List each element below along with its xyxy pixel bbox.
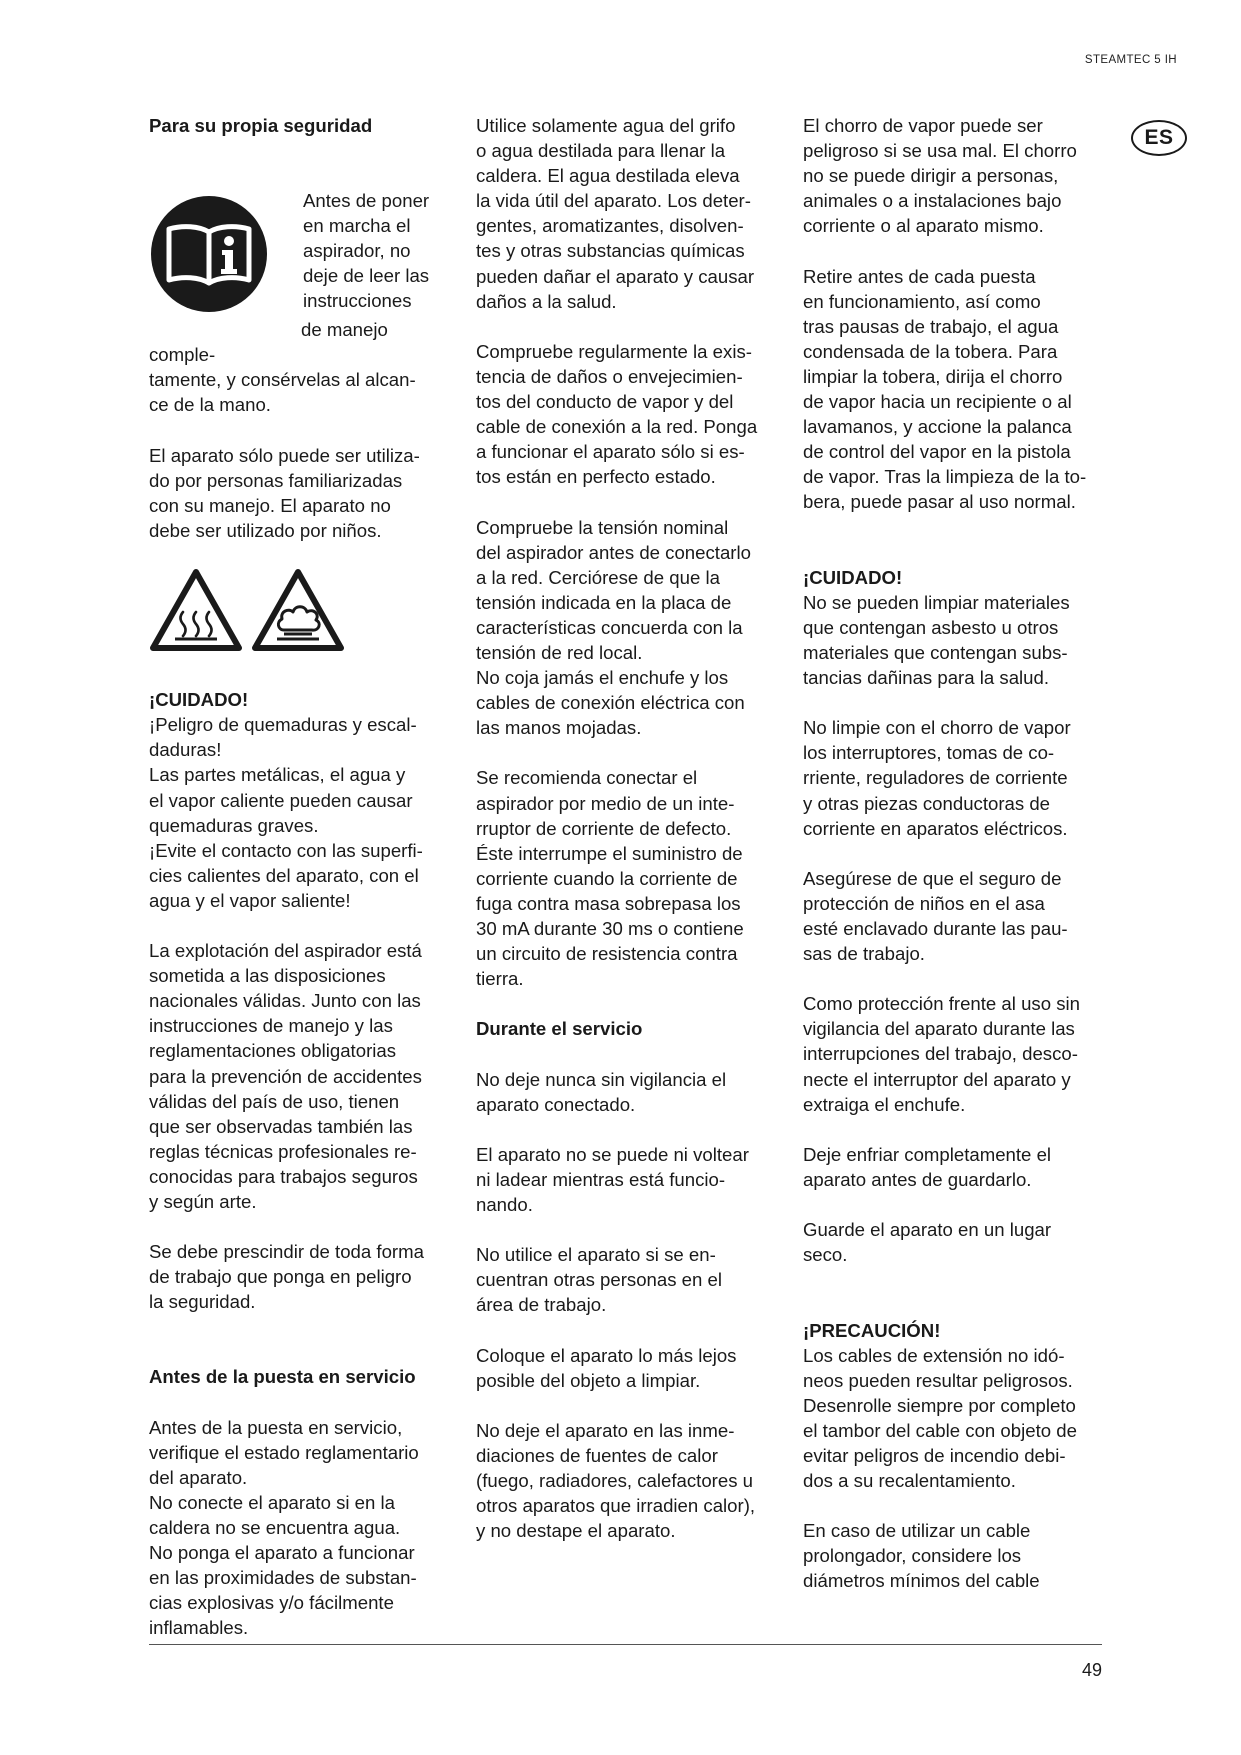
paragraph-rcd: Se recomienda conectar el aspirador por medio de un inte- rruptor de corriente de defecto. Éste interrumpe el suministro de corriente cuando la corriente de fuga contra masa sobrepasa los 30 mA durante 30 ms o contiene un circuito de resistencia contra tierra. [476,767,744,990]
paragraph-electrical-parts: No limpie con el chorro de vapor los interruptores, tomas de co- rriente, reguladores de corriente y otras piezas conductoras de corriente en aparatos eléctricos. [803,717,1071,839]
precaution-title: ¡PRECAUCIÓN! [803,1319,941,1341]
intro-block [149,188,443,417]
paragraph-authorized-users: El aparato sólo puede ser utiliza- do por personas familiarizadas con su manejo. El aparato no debe ser utilizado por niños. [149,444,420,541]
language-badge: ES [1131,120,1187,156]
paragraph-safety-first: Se debe prescindir de toda forma de trabajo que ponga en peligro la seguridad. [149,1241,424,1313]
paragraph-water: Utilice solamente agua del grifo o agua destilada para llenar la caldera. El agua destilada eleva la vida útil del aparato. Los deter- gentes, aromatizantes, disolven- tes y otras substancias químicas pueden dañar el aparato y causar daños a la salud. [476,115,755,312]
caution-block-burns [149,662,443,913]
paragraph-cable-diameter: En caso de utilizar un cable prolongador, considere los diámetros mínimos del cable [803,1520,1040,1592]
intro-side-text: Antes de poner en marcha el aspirador, no deje de leer las instrucciones [303,190,430,312]
precaution-block-extension-cables [803,1292,1103,1493]
caution-title: ¡CUIDADO! [149,689,249,711]
precaution-text: Los cables de extensión no idó- neos pueden resultar peligrosos. Desenrolle siempre por completo el tambor del cable con objeto de evitar peligros de incendio debi- dos a su recalentamiento. [803,1344,1077,1492]
footer-rule [149,1644,1102,1645]
hot-surface-warning-icon [149,568,243,652]
paragraph-no-tilt: El aparato no se puede ni voltear ni ladear mientras está funcio- nando. [476,1143,749,1216]
section-heading-before-use: Antes de la puesta en servicio [149,1366,416,1388]
manual-info-icon [149,194,269,314]
paragraph-heat-sources: No deje el aparato en las inme- diaciones de fuentes de calor (fuego, radiadores, calefactores u otros aparatos que irradien calor), y no destape el aparato. [476,1419,756,1542]
paragraph-other-persons: No utilice el aparato si se en- cuentran otras personas en el área de trabajo. [476,1244,723,1316]
document-model-header: STEAMTEC 5 IH [1084,54,1177,66]
page-number: 49 [1081,1660,1102,1680]
paragraph-regulations: La explotación del aspirador está sometida a las disposiciones nacionales válidas. Junto con las instrucciones de manejo y las reglamentaciones obligatorias para la prevención de accidentes válidas del país de uso, tienen que ser observadas también las reglas técnicas profesionales re- conocidas para trabajos seguros y según arte. [149,940,422,1212]
paragraph-voltage: Compruebe la tensión nominal del aspirador antes de conectarlo a la red. Cerciórese de que la tensión indicada en la placa de características concuerda con la tensión de red local. No coja jamás el enchufe y los cables de conexión eléctrica con las manos mojadas. [476,516,751,739]
caution-text: ¡Peligro de quemaduras y escal- daduras! Las partes metálicas, el agua y el vapor caliente pueden causar quemaduras graves. ¡Evite el contacto con las superfi- cies calientes del aparato, con el agua y el vapor saliente! [149,714,423,911]
paragraph-unattended: No deje nunca sin vigilancia el aparato conectado. [476,1068,727,1115]
paragraph-condensate: Retire antes de cada puesta en funcionamiento, así como tras pausas de trabajo, el agua condensada de la tobera. Para limpiar la tobera, dirija el chorro de vapor hacia un recipiente o al lavamanos, y accione la palanca de control del vapor en la pistola de vapor. Tras la limpieza de la to- bera, puede pasar al uso normal. [803,265,1087,513]
paragraph-child-lock: Asegúrese de que el seguro de protección de niños en el asa esté enclavado durante las pau- sas de trabajo. [803,867,1068,965]
column-2 [476,113,776,1568]
column-1 [149,113,443,1666]
paragraph-cool-down: Deje enfriar completamente el aparato antes de guardarlo. [803,1143,1052,1190]
section-heading-during-operation: Durante el servicio [476,1018,643,1040]
paragraph-before-use: Antes de la puesta en servicio, verifique el estado reglamentario del aparato. No conecte el aparato si en la caldera no se encuentra agua. No ponga el aparato a funcionar en las proximidades de substan- cias explosivas y/o fácilmente inflamables. [149,1416,419,1639]
paragraph-inspect-cables: Compruebe regularmente la exis- tencia de daños o envejecimien- tos del conducto de vapor y del cable de conexión a la red. Ponga a funcionar el aparato sólo si es- tos están en perfecto estado. [476,340,758,488]
paragraph-switch-off: Como protección frente al uso sin vigilancia del aparato durante las interrupciones del trabajo, desco- necte el interruptor del aparato y extraiga el enchufe. [803,993,1080,1115]
caution-text: No se pueden limpiar materiales que contengan asbesto u otros materiales que contengan subs- tancias dañinas para la salud. [803,591,1070,689]
paragraph-distance: Coloque el aparato lo más lejos posible del objeto a limpiar. [476,1344,737,1391]
section-heading-safety: Para su propia seguridad [149,115,373,136]
intro-continuation: de manejo comple- tamente, y consérvelas al alcan- ce de la mano. [149,319,416,416]
caution-block-asbestos [803,540,1103,691]
caution-title: ¡CUIDADO! [803,566,903,588]
paragraph-storage: Guarde el aparato en un lugar seco. [803,1219,1052,1266]
paragraph-steam-jet: El chorro de vapor puede ser peligroso si se usa mal. El chorro no se puede dirigir a personas, animales o a instalaciones bajo corriente o al aparato mismo. [803,115,1077,237]
hot-steam-warning-icon [251,568,345,652]
warning-symbols [149,568,443,660]
column-3 [803,113,1103,1619]
